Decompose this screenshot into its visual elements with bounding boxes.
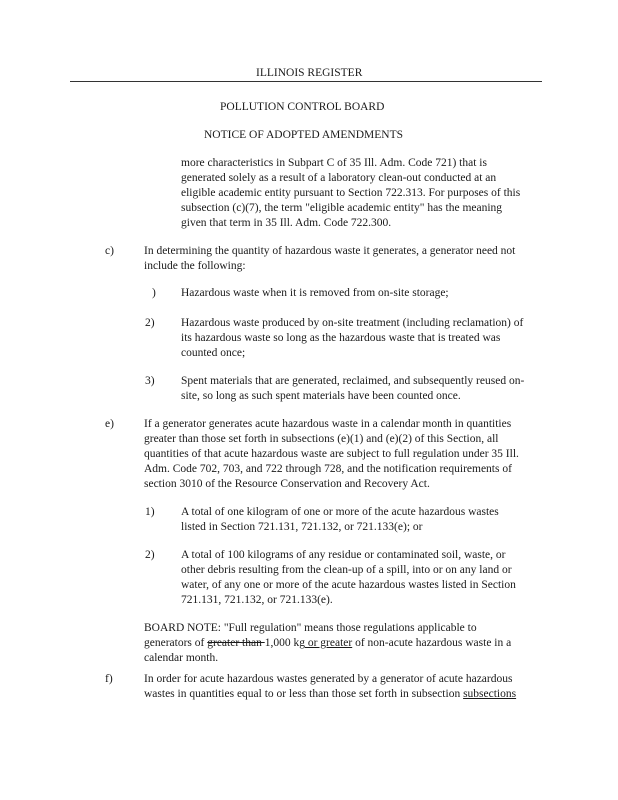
text-line: include the following:: [144, 260, 246, 272]
text-line: eligible academic entity pursuant to Section 722.313. For purposes of this: [181, 187, 521, 199]
subsection-label: e): [105, 418, 114, 430]
board-title: POLLUTION CONTROL BOARD: [220, 101, 385, 113]
text-line: A total of one kilogram of one or more of the acute hazardous wastes: [181, 506, 499, 518]
text-line: calendar month.: [144, 652, 219, 664]
subsection-label: f): [105, 673, 113, 685]
note-text: generators of: [144, 637, 208, 649]
text-line: other debris resulting from the clean-up of a spill, into or on any land or: [181, 564, 512, 576]
text-line: water, of any one or more of the acute hazardous wastes listed in Section: [181, 579, 516, 591]
text-line: If a generator generates acute hazardous waste in a calendar month in quantities: [144, 418, 512, 430]
text-line: given that term in 35 Ill. Adm. Code 722.300.: [181, 217, 392, 229]
struck-text: greater than: [207, 637, 265, 649]
text-line: counted once;: [181, 347, 246, 359]
text-line: [144, 636, 511, 650]
item-number: 2): [145, 317, 155, 329]
text-line: generated solely as a result of a laboratory clean-out conducted at an: [181, 172, 497, 184]
text-line: 721.131, 721.132, or 721.133(e).: [181, 594, 333, 606]
text-line: more characteristics in Subpart C of 35 Ill. Adm. Code 721) that is: [181, 157, 487, 169]
subsection-label: c): [105, 245, 114, 257]
text-line: In order for acute hazardous wastes generated by a generator of acute hazardous: [144, 673, 513, 685]
text-line: Hazardous waste when it is removed from on-site storage;: [181, 287, 449, 299]
text-line: listed in Section 721.131, 721.132, or 721.133(e); or: [181, 521, 423, 533]
body-text: wastes in quantities equal to or less than those set forth in subsection: [144, 688, 464, 700]
text-line: section 3010 of the Resource Conservation and Recovery Act.: [144, 478, 430, 490]
text-line: quantities of that acute hazardous waste are subject to full regulation under 35 Ill.: [144, 448, 519, 460]
note-text: 1,000 kg: [264, 637, 305, 649]
text-line: In determining the quantity of hazardous waste it generates, a generator need not: [144, 245, 516, 257]
text-line: Adm. Code 702, 703, and 722 through 728, and the notification requirements of: [144, 463, 512, 475]
text-line: its hazardous waste so long as the hazardous waste that is treated was: [181, 332, 501, 344]
item-number: 3): [145, 375, 155, 387]
inserted-text: subsections: [463, 688, 517, 700]
text-line: Hazardous waste produced by on-site treatment (including reclamation) of: [181, 317, 524, 329]
text-line: Spent materials that are generated, reclaimed, and subsequently reused on-: [181, 375, 525, 387]
text-line: subsection (c)(7), the term "eligible academic entity" has the meaning: [181, 202, 503, 214]
inserted-text: or greater: [304, 637, 353, 649]
text-line: [144, 687, 516, 701]
header-rule: [70, 81, 542, 82]
text-line: greater than those set forth in subsections (e)(1) and (e)(2) of this Section, all: [144, 433, 499, 445]
text-line: site, so long as such spent materials have been counted once.: [181, 390, 461, 402]
register-title: ILLINOIS REGISTER: [256, 67, 363, 79]
item-number: 2): [145, 549, 155, 561]
note-text: of non-acute hazardous waste in a: [352, 637, 512, 649]
item-number: ): [152, 287, 156, 299]
item-number: 1): [145, 506, 155, 518]
notice-title: NOTICE OF ADOPTED AMENDMENTS: [204, 129, 404, 141]
text-line: A total of 100 kilograms of any residue or contaminated soil, waste, or: [181, 549, 506, 561]
text-line: BOARD NOTE: "Full regulation" means those regulations applicable to: [144, 622, 477, 634]
